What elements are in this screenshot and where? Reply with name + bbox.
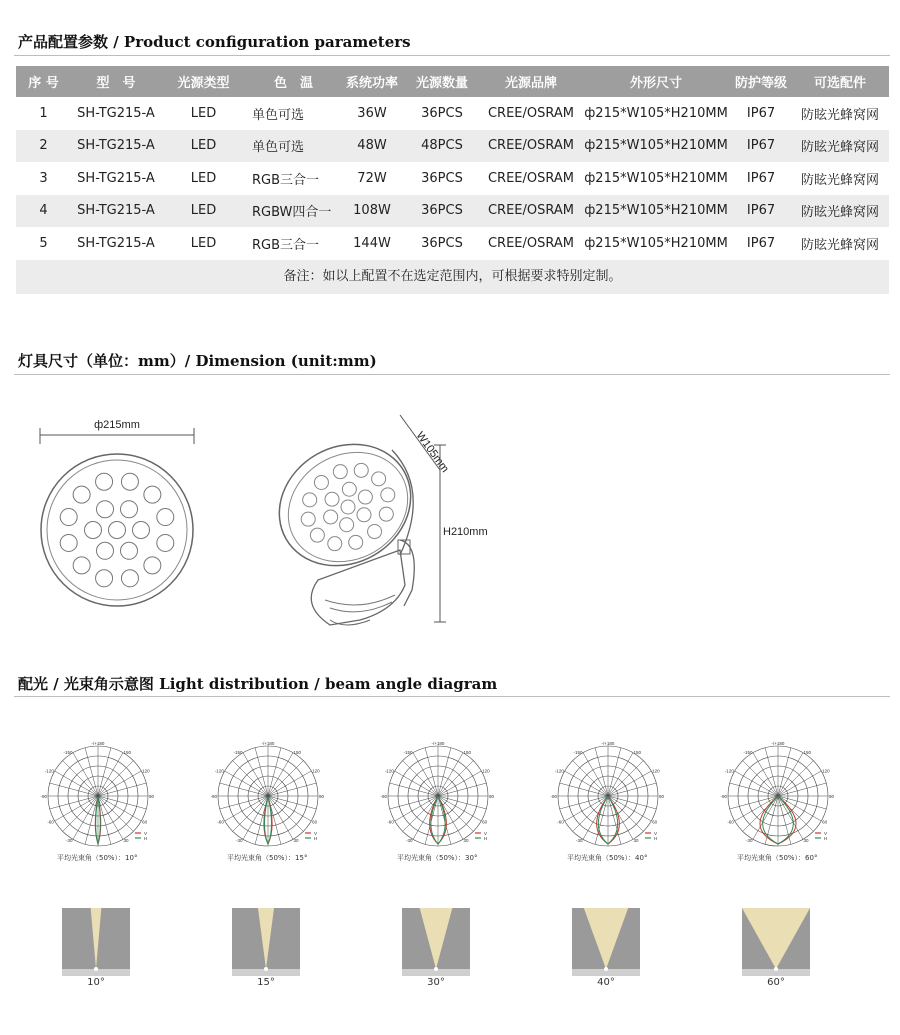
table-cell: 36PCS (421, 170, 463, 186)
polar-grid-spoke (403, 796, 438, 831)
led-dot (310, 528, 324, 542)
led-dot (144, 486, 161, 503)
polar-grid-spoke (413, 753, 438, 796)
polar-grid-spoke (268, 771, 311, 796)
polar-label-left: -60 (217, 819, 224, 825)
led-dot (341, 500, 355, 514)
led-dot (381, 488, 395, 502)
polar-diagram (550, 738, 665, 850)
table-cell: CREE/OSRAM (487, 105, 575, 121)
polar-grid-spoke (778, 796, 821, 821)
polar-label-left: -60 (387, 819, 394, 825)
table-cell: CREE/OSRAM (487, 138, 575, 154)
polar-label-right: 90 (659, 794, 665, 799)
table-header-cell: 系统功率 (345, 76, 398, 91)
table-cell: 36PCS (421, 235, 463, 251)
polar-grid-spoke (583, 753, 608, 796)
polar-label-left: -30 (235, 838, 243, 844)
polar-label-left: -90 (210, 794, 217, 799)
beam-source (264, 967, 268, 971)
beam-angle-label: 40° (597, 977, 615, 988)
polar-grid-spoke (438, 796, 473, 831)
polar-label-right: 120 (312, 768, 320, 774)
config-section-rule (14, 55, 890, 56)
polar-label-left: -90 (40, 794, 47, 799)
polar-grid-spoke (98, 761, 133, 796)
table-header-cell: 光源品牌 (504, 76, 557, 91)
polar-label-top: -/+180 (261, 741, 275, 746)
led-dot (342, 482, 356, 496)
table-note: 备注：如以上配置不在选定范围内，可根据要求特别定制。 (16, 260, 889, 294)
table-cell: LED (190, 170, 217, 186)
polar-legend-label: V (824, 831, 828, 836)
led-dot (97, 542, 114, 559)
table-cell: IP67 (746, 203, 776, 219)
beam-source (774, 967, 778, 971)
polar-grid-spoke (233, 796, 268, 831)
table-cell: 48PCS (421, 138, 463, 154)
led-dot (96, 473, 113, 490)
polar-label-left: -120 (44, 768, 54, 774)
polar-label-left: -60 (727, 819, 734, 825)
led-dot (328, 537, 342, 551)
polar-label-right: 30 (633, 838, 639, 844)
polar-grid-spoke (608, 771, 651, 796)
polar-label-right: 150 (463, 749, 472, 755)
polar-grid-spoke (608, 761, 643, 796)
polar-diagram (40, 738, 155, 850)
polar-label-right: 90 (149, 794, 155, 799)
table-cell: CREE/OSRAM (487, 235, 575, 251)
led-dot (303, 493, 317, 507)
table-cell: LED (190, 203, 217, 219)
table-cell: LED (190, 138, 217, 154)
table-header-cell: 可选配件 (813, 76, 866, 91)
table-cell: SH-TG215-A (77, 203, 155, 219)
polar-grid-spoke (98, 771, 141, 796)
table-header-cell: 型 号 (96, 76, 136, 91)
diameter-label: ф215mm (94, 419, 140, 431)
table-cell: 36PCS (421, 105, 463, 121)
polar-label-left: -150 (63, 749, 73, 755)
polar-grid-spoke (573, 761, 608, 796)
led-dot (60, 509, 77, 526)
polar-label-right: 90 (319, 794, 325, 799)
polar-grid-spoke (98, 796, 123, 839)
led-dot (121, 570, 138, 587)
led-dot (357, 508, 371, 522)
beam-cone (742, 908, 810, 969)
table-row (16, 130, 889, 163)
table-cell: 防眩光蜂窝网 (800, 172, 879, 188)
polar-label-right: 60 (142, 819, 148, 825)
led-dot (60, 534, 77, 551)
polar-label-right: 30 (293, 838, 299, 844)
polar-legend-label: H (144, 836, 148, 841)
table-cell: 5 (39, 235, 48, 251)
polar-label-left: -120 (384, 768, 394, 774)
table-cell: SH-TG215-A (77, 170, 155, 186)
light-section-title: 配光 / 光束角示意图 Light distribution / beam angle diagram (18, 675, 498, 693)
table-cell: 2 (39, 138, 48, 154)
led-dot (301, 512, 315, 526)
led-dot (325, 492, 339, 506)
light-section-rule (14, 696, 890, 697)
polar-grid-spoke (98, 753, 123, 796)
beam-cone (258, 908, 274, 969)
beam-angle-label: 30° (427, 977, 445, 988)
polar-grid-spoke (573, 796, 608, 831)
table-cell: 48W (357, 138, 387, 154)
polar-label-top: -/+180 (601, 741, 615, 746)
polar-label-left: -30 (405, 838, 413, 844)
table-cell: ф215*W105*H210MM (584, 170, 728, 186)
beam-angle-caption: 平均光束角（50%）：15° (227, 854, 308, 862)
polar-grid-spoke (438, 761, 473, 796)
polar-diagram (720, 738, 835, 850)
led-dot (144, 557, 161, 574)
led-dot (314, 475, 328, 489)
table-cell: LED (190, 235, 217, 251)
polar-grid-spoke (55, 796, 98, 821)
config-table (16, 66, 889, 294)
table-cell: IP67 (746, 170, 776, 186)
table-row (16, 195, 889, 228)
polar-legend-label: H (654, 836, 658, 841)
polar-label-top: -/+180 (771, 741, 785, 746)
led-dot (379, 507, 393, 521)
polar-label-right: 150 (123, 749, 132, 755)
polar-label-left: -30 (575, 838, 583, 844)
polar-grid-spoke (63, 761, 98, 796)
led-dot (354, 463, 368, 477)
polar-grid-spoke (438, 796, 463, 839)
polar-label-left: -150 (233, 749, 243, 755)
led-dot (372, 472, 386, 486)
polar-grid-spoke (268, 796, 311, 821)
beam-angle-label: 15° (257, 977, 275, 988)
led-dot (358, 490, 372, 504)
beam-cone (584, 908, 628, 969)
beam-source (604, 967, 608, 971)
beam-illustration (402, 908, 470, 976)
led-dot (157, 509, 174, 526)
table-cell: 108W (353, 203, 391, 219)
polar-label-right: 150 (803, 749, 812, 755)
beam-illustration (742, 908, 810, 976)
table-cell: ф215*W105*H210MM (584, 105, 728, 121)
polar-legend-label: H (484, 836, 488, 841)
led-dot (121, 501, 138, 518)
side-view (257, 415, 488, 625)
table-header-cell: 光源数量 (415, 76, 468, 91)
polar-label-right: 120 (142, 768, 150, 774)
beam-angle-caption: 平均光束角（50%）：10° (57, 854, 138, 862)
polar-grid-spoke (55, 771, 98, 796)
led-dot (157, 534, 174, 551)
config-section-title: 产品配置参数 / Product configuration parameters (18, 33, 411, 51)
led-dot (133, 522, 150, 539)
polar-grid-spoke (743, 761, 778, 796)
polar-grid-spoke (225, 796, 268, 821)
polar-grid-spoke (73, 753, 98, 796)
polar-legend-label: V (654, 831, 658, 836)
led-dot (340, 518, 354, 532)
table-cell: CREE/OSRAM (487, 203, 575, 219)
beam-angle-caption: 平均光束角（50%）：30° (397, 854, 478, 862)
table-cell: 单色可选 (252, 107, 305, 123)
beam-illustration (572, 908, 640, 976)
polar-label-right: 90 (489, 794, 495, 799)
polar-label-right: 30 (803, 838, 809, 844)
polar-label-right: 90 (829, 794, 835, 799)
polar-grid-spoke (778, 761, 813, 796)
polar-legend-label: V (484, 831, 488, 836)
table-cell: 3 (39, 170, 48, 186)
table-cell: 防眩光蜂窝网 (800, 237, 879, 253)
polar-grid-spoke (268, 761, 303, 796)
dimension-section-rule (14, 374, 890, 375)
led-dot (121, 542, 138, 559)
table-cell: 36PCS (421, 203, 463, 219)
led-dot (324, 510, 338, 524)
table-header-cell: 色 温 (273, 76, 313, 91)
table-cell: 144W (353, 235, 391, 251)
beam-source (94, 967, 98, 971)
polar-grid-spoke (243, 753, 268, 796)
led-dot (368, 525, 382, 539)
beam-source (434, 967, 438, 971)
polar-grid-spoke (778, 753, 803, 796)
polar-label-left: -150 (743, 749, 753, 755)
height-label: H210mm (443, 526, 488, 538)
front-view (40, 419, 194, 606)
table-cell: IP67 (746, 138, 776, 154)
table-header-cell: 光源类型 (177, 76, 230, 91)
polar-grid-spoke (735, 771, 778, 796)
polar-grid-spoke (565, 771, 608, 796)
polar-diagram (210, 738, 325, 850)
table-cell: IP67 (746, 235, 776, 251)
table-cell: IP67 (746, 105, 776, 121)
polar-label-left: -30 (745, 838, 753, 844)
polar-label-right: 120 (822, 768, 830, 774)
table-cell: 单色可选 (252, 140, 305, 156)
beam-cone (91, 908, 102, 969)
polar-legend-label: V (314, 831, 318, 836)
table-cell: 防眩光蜂窝网 (800, 205, 879, 221)
polar-label-right: 150 (633, 749, 642, 755)
led-dot (96, 570, 113, 587)
polar-label-right: 60 (482, 819, 488, 825)
polar-grid-spoke (225, 771, 268, 796)
led-dot (349, 535, 363, 549)
beam-cone (420, 908, 453, 969)
polar-label-right: 120 (482, 768, 490, 774)
dimension-drawing (0, 380, 900, 650)
polar-grid-spoke (98, 796, 141, 821)
polar-label-right: 30 (463, 838, 469, 844)
led-dot (73, 486, 90, 503)
polar-label-left: -120 (554, 768, 564, 774)
beam-angle-label: 10° (87, 977, 105, 988)
polar-grid-spoke (403, 761, 438, 796)
polar-label-right: 60 (822, 819, 828, 825)
polar-label-top: -/+180 (91, 741, 105, 746)
polar-label-top: -/+180 (431, 741, 445, 746)
beam-angle-caption: 平均光束角（50%）：60° (737, 854, 818, 862)
table-cell: ф215*W105*H210MM (584, 138, 728, 154)
polar-label-right: 120 (652, 768, 660, 774)
polar-label-right: 60 (652, 819, 658, 825)
polar-grid-spoke (753, 753, 778, 796)
led-dot (109, 522, 126, 539)
table-cell: 72W (357, 170, 387, 186)
polar-grid-spoke (735, 796, 778, 821)
width-label: W105mm (413, 429, 451, 475)
polar-grid-spoke (438, 771, 481, 796)
table-cell: RGB三合一 (252, 237, 320, 253)
polar-grid-spoke (608, 796, 643, 831)
polar-grid-spoke (268, 796, 303, 831)
polar-label-right: 60 (312, 819, 318, 825)
beam-illustration (62, 908, 130, 976)
table-cell: 4 (39, 203, 48, 219)
table-cell: 防眩光蜂窝网 (800, 140, 879, 156)
polar-label-left: -30 (65, 838, 73, 844)
led-dot (85, 522, 102, 539)
table-cell: ф215*W105*H210MM (584, 203, 728, 219)
beam-angle-caption: 平均光束角（50%）：40° (567, 854, 648, 862)
led-dot (121, 473, 138, 490)
polar-grid-spoke (63, 796, 98, 831)
polar-grid-spoke (608, 753, 633, 796)
dimension-section-title: 灯具尺寸（单位：mm）/ Dimension (unit:mm) (18, 352, 377, 370)
beam-illustration (232, 908, 300, 976)
table-cell: 1 (39, 105, 48, 121)
polar-label-left: -90 (550, 794, 557, 799)
table-cell: ф215*W105*H210MM (584, 235, 728, 251)
table-cell: SH-TG215-A (77, 138, 155, 154)
table-row (16, 227, 889, 260)
table-cell: CREE/OSRAM (487, 170, 575, 186)
table-cell: 36W (357, 105, 387, 121)
polar-label-left: -150 (403, 749, 413, 755)
polar-label-left: -90 (380, 794, 387, 799)
polar-grid-spoke (778, 771, 821, 796)
polar-label-right: 30 (123, 838, 129, 844)
polar-grid-spoke (98, 796, 133, 831)
polar-label-left: -60 (47, 819, 54, 825)
led-dot (333, 465, 347, 479)
polar-legend-label: V (144, 831, 148, 836)
table-header-cell: 外形尺寸 (629, 76, 682, 91)
table-header-row (16, 66, 889, 97)
table-cell: LED (190, 105, 217, 121)
beam-angle-label: 60° (767, 977, 785, 988)
polar-grid-spoke (438, 753, 463, 796)
table-cell: RGB三合一 (252, 172, 320, 188)
led-dot (97, 501, 114, 518)
polar-label-left: -90 (720, 794, 727, 799)
polar-label-left: -120 (724, 768, 734, 774)
table-row (16, 162, 889, 195)
polar-grid-spoke (395, 771, 438, 796)
table-row (16, 97, 889, 130)
table-cell: SH-TG215-A (77, 105, 155, 121)
polar-grid-spoke (73, 796, 98, 839)
polar-label-left: -60 (557, 819, 564, 825)
polar-diagram (380, 738, 495, 850)
table-header-cell: 防护等级 (734, 76, 787, 91)
table-cell: 防眩光蜂窝网 (800, 107, 879, 123)
led-dot (73, 557, 90, 574)
table-cell: SH-TG215-A (77, 235, 155, 251)
table-header-cell: 序 号 (28, 76, 59, 91)
polar-grid-spoke (268, 753, 293, 796)
polar-grid-spoke (413, 796, 438, 839)
polar-label-left: -150 (573, 749, 583, 755)
polar-legend-label: H (824, 836, 828, 841)
polar-label-left: -120 (214, 768, 224, 774)
polar-grid-spoke (233, 761, 268, 796)
table-cell: RGBW四合一 (252, 205, 332, 221)
polar-legend-label: H (314, 836, 318, 841)
polar-label-right: 150 (293, 749, 302, 755)
